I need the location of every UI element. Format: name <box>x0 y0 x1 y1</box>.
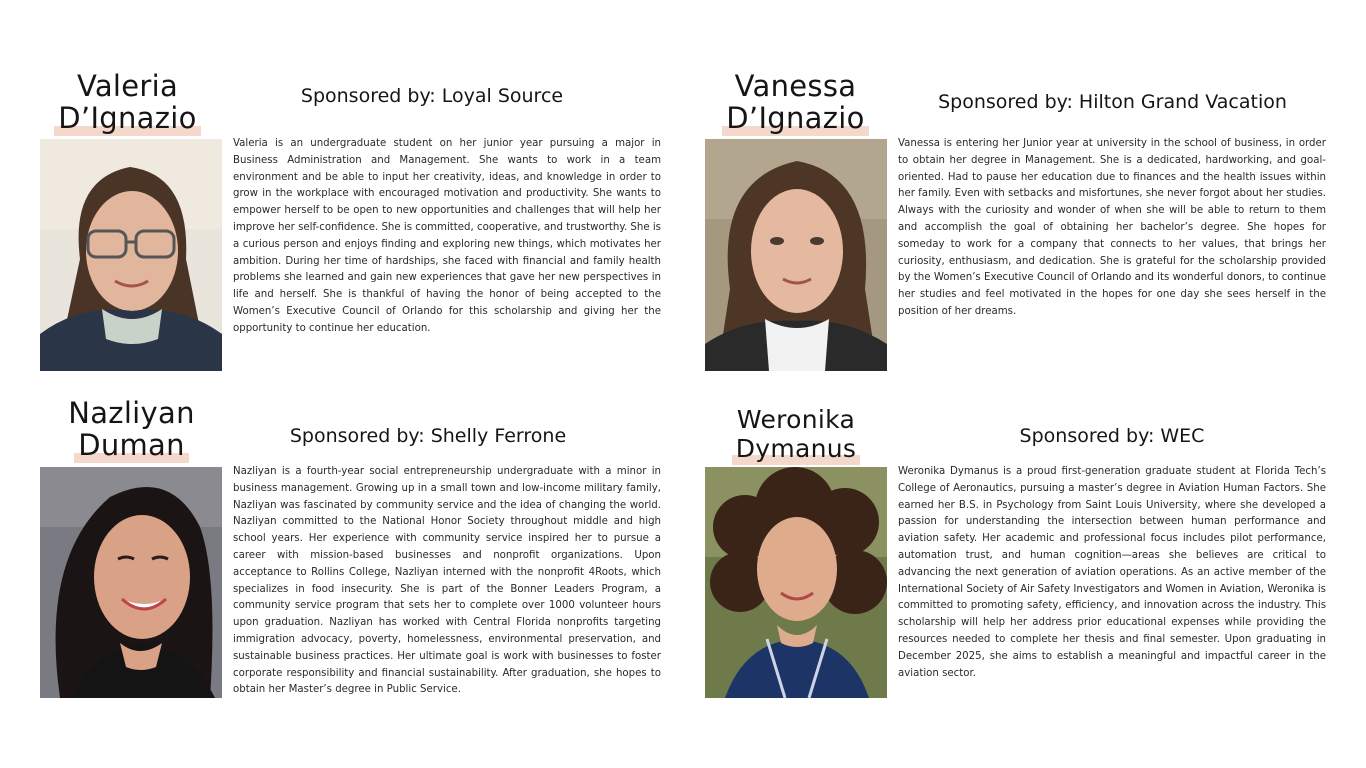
profile-photo-vanessa <box>705 139 887 371</box>
name-last: Dymanus <box>735 434 857 463</box>
profile-name-nazliyan <box>44 397 219 461</box>
profile-name-weronika <box>705 405 887 463</box>
profile-bio: Valeria is an undergraduate student on her junior year pursuing a major in Business Administration and Management. She wants to work in a team environment and be able to input her creativity, ideas, and knowledge in order to grow in the workplace with encouraged motivation and productivity. She wants to empower herself to be open to new opportunities and challenges that will help her improve her self-confidence. She is committed, cooperative, and trustworthy. She is a curious person and enjoys finding and exploring new things, which motivates her ambition. During her time of hardships, she faced with financial and family health problems she learned and gain new experiences that gave her new perspectives in life and herself. She is thankful of having the honor of being accepted to the Women’s Executive Council of Orlando for this scholarship and giving her the opportunity to continue her education. <box>233 138 661 334</box>
name-last: D’Ignazio <box>58 101 197 135</box>
name-last: D’Ignazio <box>726 101 865 135</box>
sponsor-label: Sponsored by: Hilton Grand Vacation <box>938 91 1287 113</box>
profile-bio: Nazliyan is a fourth-year social entrepreneurship undergraduate with a minor in business management. Growing up in a small town and low-income military family, Nazliyan was fascinated by community service and the idea of changing the world. Nazliyan committed to the National Honor Society throughout middle and high school years. Her experience with community service inspired her to pursue a career with mission-based businesses and nonprofit organizations. Upon acceptance to Rollins College, Nazliyan interned with the nonprofit 4Roots, which specializes in food insecurity. She is part of the Bonner Leaders Program, a community service program that sets her to complete over 1000 volunteer hours upon graduation. Nazliyan has worked with Central Florida nonprofits targeting immigration advocacy, poverty, homelessness, environmental preservation, and sustainable business practices. Her ultimate goal is work with businesses to foster corporate responsibility and financial sustainability. After graduation, she hopes to obtain her Master’s degree in Public Service. <box>233 466 661 696</box>
profile-bio: Weronika Dymanus is a proud first-generation graduate student at Florida Tech’s College of Aeronautics, pursuing a master’s degree in Aviation Human Factors. She earned her B.S. in Psychology from Saint Louis University, where she developed a passion for understanding the intersection between human performance and aviation safety. Her academic and professional focus includes pilot performance, automation trust, and human cognition—areas she believes are critical to advancing the next generation of aviation operations. As an active member of the International Society of Air Safety Investigators and Women in Aviation, Weronika is committed to promoting safety, efficiency, and innovation across the industry. This scholarship will help her address prior educational expenses while providing the resources needed to complete her thesis and final semester. Upon graduating in December 2025, she aims to establish a meaningful and impactful career in the aviation sector. <box>898 466 1326 679</box>
name-first: Vanessa <box>734 69 857 103</box>
name-first: Valeria <box>76 69 179 103</box>
profile-photo-weronika <box>705 467 887 698</box>
profile-name-vanessa <box>708 70 883 134</box>
name-first: Weronika <box>736 405 856 434</box>
profile-bio: Vanessa is entering her Junior year at university in the school of business, in order to obtain her degree in Management. She is a dedicated, hardworking, and goal-oriented. Had to pause her education due to finances and the health issues within her family. Even with setbacks and misfortunes, she never forgot about her studies. Always with the curiosity and wonder of when she will be able to return to them and accomplish the goal of obtaining her bachelor’s degree. She hopes for someday to work for a company that connects to her values, that brings her curiosity, enthusiasm, and dedication. She is grateful for the scholarship provided by the Women’s Executive Council of Orlando and its wonderful donors, to continue her studies and feel motivated in the hopes for one day she sees herself in the position of her dreams. <box>898 138 1326 317</box>
sponsor-label: Sponsored by: Shelly Ferrone <box>289 425 567 447</box>
name-last: Duman <box>78 428 185 462</box>
sponsor-label: Sponsored by: Loyal Source <box>300 85 564 107</box>
profile-photo-nazliyan <box>40 467 222 698</box>
profile-name-valeria <box>40 70 215 134</box>
sponsor-label: Sponsored by: WEC <box>1019 425 1205 447</box>
profile-photo-valeria <box>40 139 222 371</box>
name-first: Nazliyan <box>68 396 195 430</box>
